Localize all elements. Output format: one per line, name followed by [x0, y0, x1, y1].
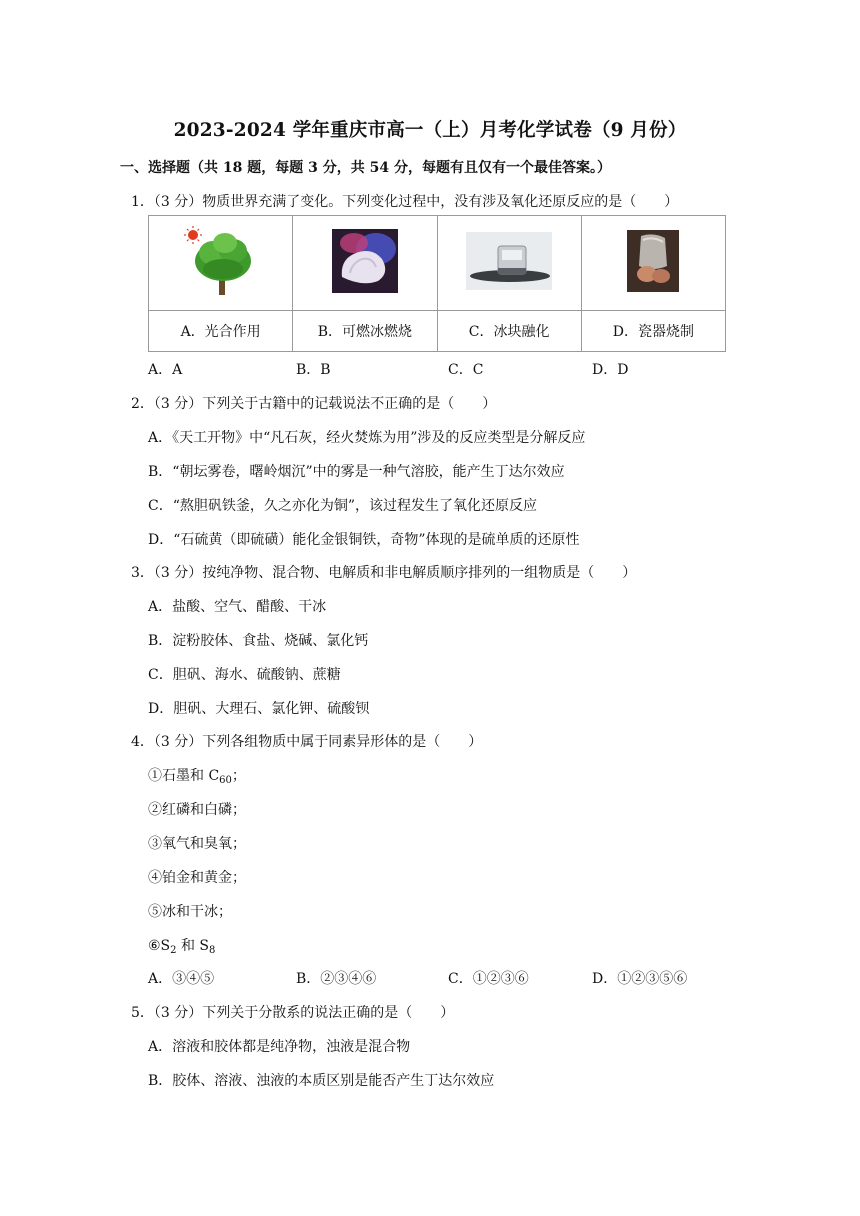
- q2-option-d[interactable]: D．“石硫黄（即硫磺）能化金银铜铁，奇物”体现的是硫单质的还原性: [148, 532, 580, 548]
- q4-option-d[interactable]: D．①②③⑤⑥: [592, 971, 688, 987]
- q1-image-table: [148, 215, 726, 352]
- q3-option-c[interactable]: C．胆矾、海水、硫酸钠、蔗糖: [148, 667, 341, 683]
- q3-option-a[interactable]: A．盐酸、空气、醋酸、干冰: [148, 599, 327, 615]
- q4-option-b[interactable]: B．②③④⑥: [296, 971, 377, 987]
- q2-stem: 2．（3 分）下列关于古籍中的记载说法不正确的是（ ）: [131, 396, 497, 412]
- tree-sun-image: [181, 225, 261, 297]
- q4-item-3: ③氧气和臭氧；: [148, 836, 246, 852]
- q4-item-6: $⑥S_2$ 和 $S_8$: [148, 938, 216, 956]
- q4-item-4: ④铂金和黄金；: [148, 870, 246, 886]
- q4-item-5: ⑤冰和干冰；: [148, 904, 232, 920]
- q1-option-a[interactable]: A．A: [148, 362, 183, 378]
- q4-option-a[interactable]: A．③④⑤: [148, 971, 215, 987]
- q4-item-2: ②红磷和白磷；: [148, 802, 246, 818]
- q3-stem: 3．（3 分）按纯净物、混合物、电解质和非电解质顺序排列的一组物质是（ ）: [131, 565, 637, 581]
- q3-option-b[interactable]: B．淀粉胶体、食盐、烧碱、氯化钙: [148, 633, 369, 649]
- q2-option-c[interactable]: C．“熬胆矾铁釜，久之亦化为铜”，该过程发生了氧化还原反应: [148, 498, 538, 514]
- q5-option-b[interactable]: B．胶体、溶液、浊液的本质区别是能否产生丁达尔效应: [148, 1073, 495, 1089]
- q5-option-a[interactable]: A．溶液和胶体都是纯净物，浊液是混合物: [148, 1039, 411, 1055]
- q1-option-d[interactable]: D．D: [592, 362, 629, 378]
- q4-option-c[interactable]: C．①②③⑥: [448, 971, 529, 987]
- burning-ice-image: [332, 229, 398, 293]
- q1-stem: 1．（3 分）物质世界充满了变化。下列变化过程中，没有涉及氧化还原反应的是（ ）: [131, 194, 679, 210]
- q1-caption-d: D．瓷器烧制: [581, 311, 725, 352]
- q2-option-a[interactable]: A．《天工开物》中“凡石灰，经火焚炼为用”涉及的反应类型是分解反应: [148, 430, 586, 446]
- porcelain-firing-image: [627, 230, 679, 292]
- q1-caption-b: B．可燃冰燃烧: [293, 311, 437, 352]
- q5-stem: 5．（3 分）下列关于分散系的说法正确的是（ ）: [131, 1005, 455, 1021]
- q1-option-b[interactable]: B．B: [296, 362, 331, 378]
- q1-caption-a: A．光合作用: [149, 311, 293, 352]
- q1-cell-c-image: [437, 216, 581, 311]
- q4-item-1: ①石墨和 $C_{60}$；: [148, 768, 246, 786]
- q1-option-c[interactable]: C．C: [448, 362, 484, 378]
- q1-cell-b-image: [293, 216, 437, 311]
- q1-cell-d-image: [581, 216, 725, 311]
- section-heading: 一、选择题（共 18 题，每题 3 分，共 54 分，每题有且仅有一个最佳答案。）: [120, 160, 611, 176]
- q3-option-d[interactable]: D．胆矾、大理石、氯化钾、硫酸钡: [148, 701, 370, 717]
- q1-cell-a-image: [149, 216, 293, 311]
- page-title: 2023-2024 学年重庆市高一（上）月考化学试卷（9 月份）: [173, 120, 687, 141]
- q2-option-b[interactable]: B．“朝坛雾卷，曙岭烟沉”中的雾是一种气溶胶，能产生丁达尔效应: [148, 464, 565, 480]
- q1-caption-c: C．冰块融化: [437, 311, 581, 352]
- melting-ice-image: [466, 232, 552, 290]
- q4-stem: 4．（3 分）下列各组物质中属于同素异形体的是（ ）: [131, 734, 483, 750]
